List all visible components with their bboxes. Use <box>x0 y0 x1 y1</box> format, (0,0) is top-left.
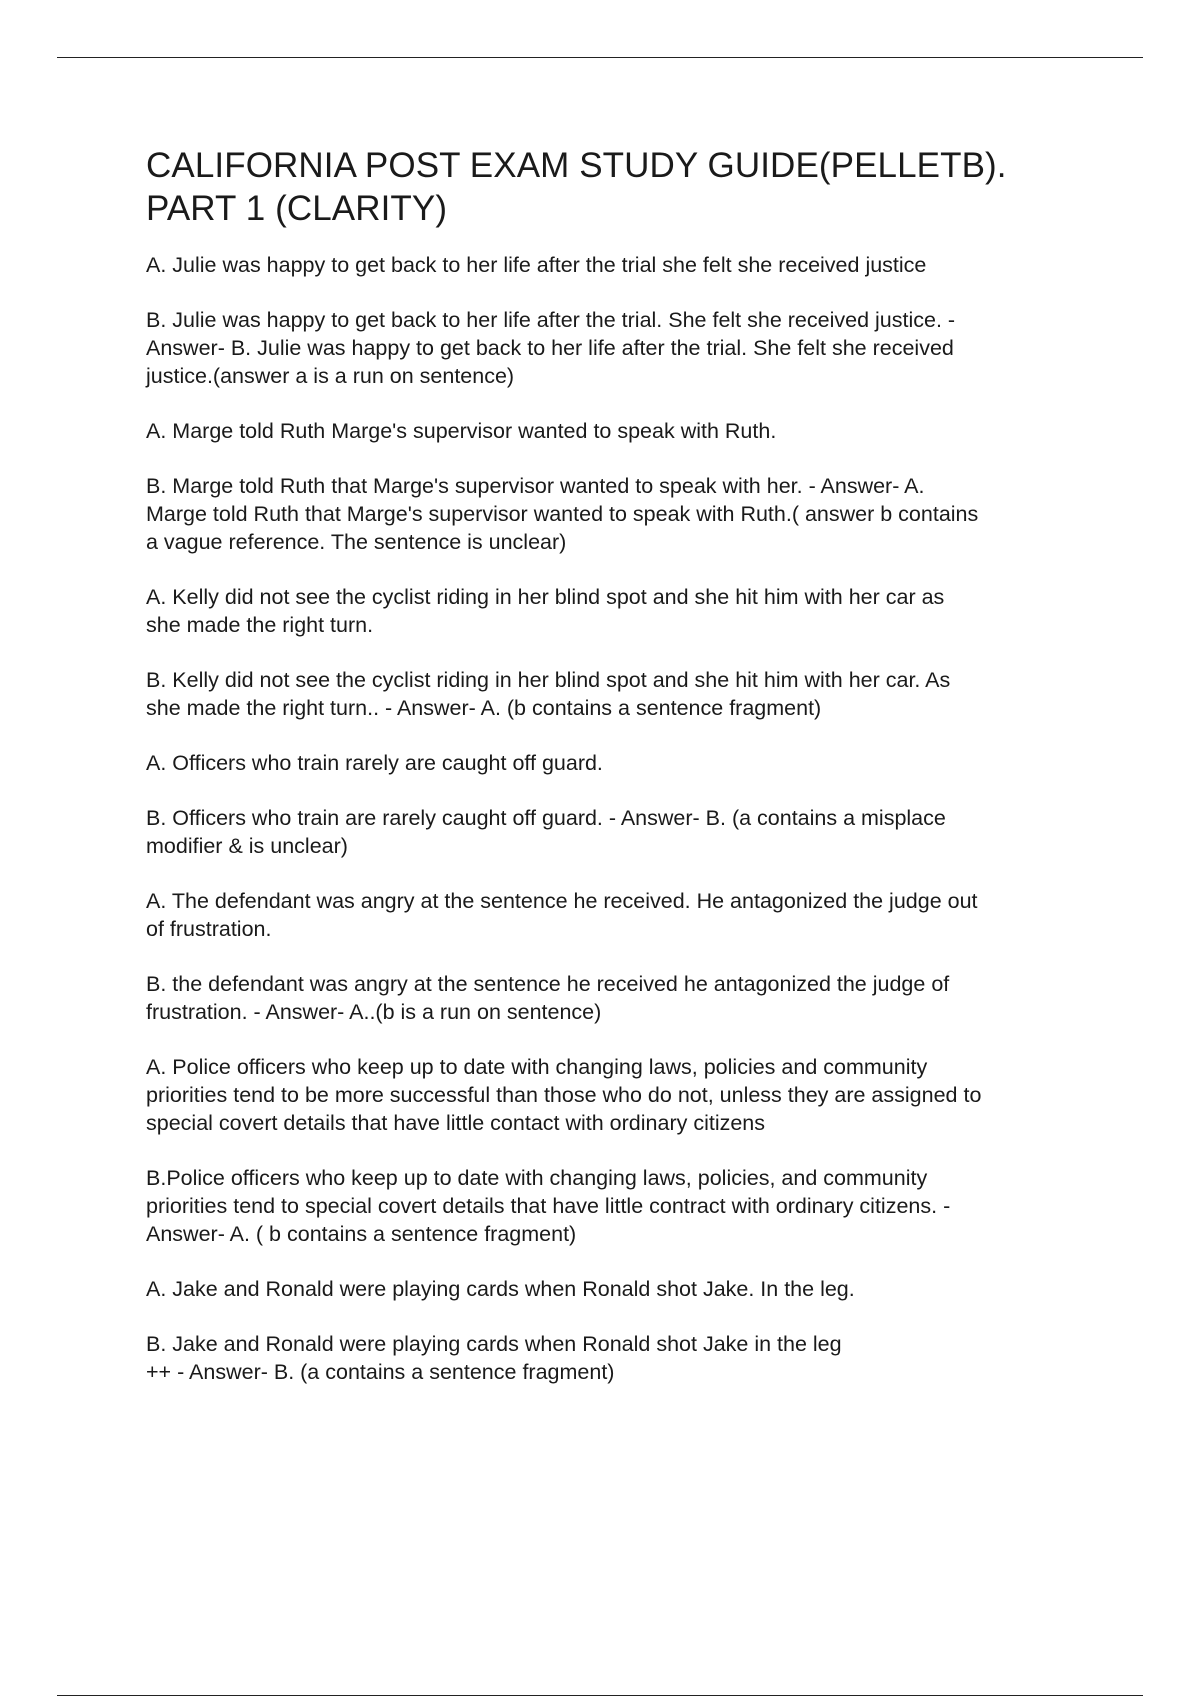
document-body <box>146 144 1096 1413</box>
question-4-option-b-answer: B. Officers who train are rarely caught off guard. - Answer- B. (a contains a misplace modifier & is unclear) <box>146 806 946 858</box>
question-4-option-a: A. Officers who train rarely are caught off guard. <box>146 751 603 775</box>
question-1-option-a: A. Julie was happy to get back to her life after the trial she felt she received justice <box>146 253 927 277</box>
question-2-option-a: A. Marge told Ruth Marge's supervisor wanted to speak with Ruth. <box>146 419 777 443</box>
question-5-option-a: A. The defendant was angry at the sentence he received. He antagonized the judge out of frustration. <box>146 889 978 941</box>
bottom-divider <box>57 1695 1143 1696</box>
question-3-option-a: A. Kelly did not see the cyclist riding in her blind spot and she hit him with her car as she made the right turn. <box>146 585 945 637</box>
question-5-option-b-answer: B. the defendant was angry at the sentence he received he antagonized the judge of frustration. - Answer- A..(b is a run on sentence) <box>146 972 950 1024</box>
question-3-option-b-answer: B. Kelly did not see the cyclist riding in her blind spot and she hit him with her car. As she made the right turn.. - Answer- A. (b contains a sentence fragment) <box>146 668 951 720</box>
question-7-option-b-answer: B. Jake and Ronald were playing cards when Ronald shot Jake in the leg ++ - Answer- B. (a contains a sentence fragment) <box>146 1332 842 1384</box>
document-title: CALIFORNIA POST EXAM STUDY GUIDE(PELLETB). PART 1 (CLARITY) <box>146 146 1007 228</box>
question-7-option-a: A. Jake and Ronald were playing cards when Ronald shot Jake. In the leg. <box>146 1277 855 1301</box>
question-6-option-b-answer: B.Police officers who keep up to date with changing laws, policies, and community priorities tend to special covert details that have little contract with ordinary citizens. - Answer- A. ( b contains a sentence fragment) <box>146 1166 951 1246</box>
question-2-option-b-answer: B. Marge told Ruth that Marge's supervisor wanted to speak with her. - Answer- A. Marge told Ruth that Marge's supervisor wanted to speak with Ruth.( answer b contains a vague reference. The sentence is unclear) <box>146 474 979 554</box>
question-6-option-a: A. Police officers who keep up to date with changing laws, policies and community priorities tend to be more successful than those who do not, unless they are assigned to special covert details that have little contact with ordinary citizens <box>146 1055 982 1135</box>
question-1-option-b-answer: B. Julie was happy to get back to her life after the trial. She felt she received justice. - Answer- B. Julie was happy to get back to her life after the trial. She felt she received justice.(answer a is a run on sentence) <box>146 308 956 388</box>
top-divider <box>57 57 1143 58</box>
